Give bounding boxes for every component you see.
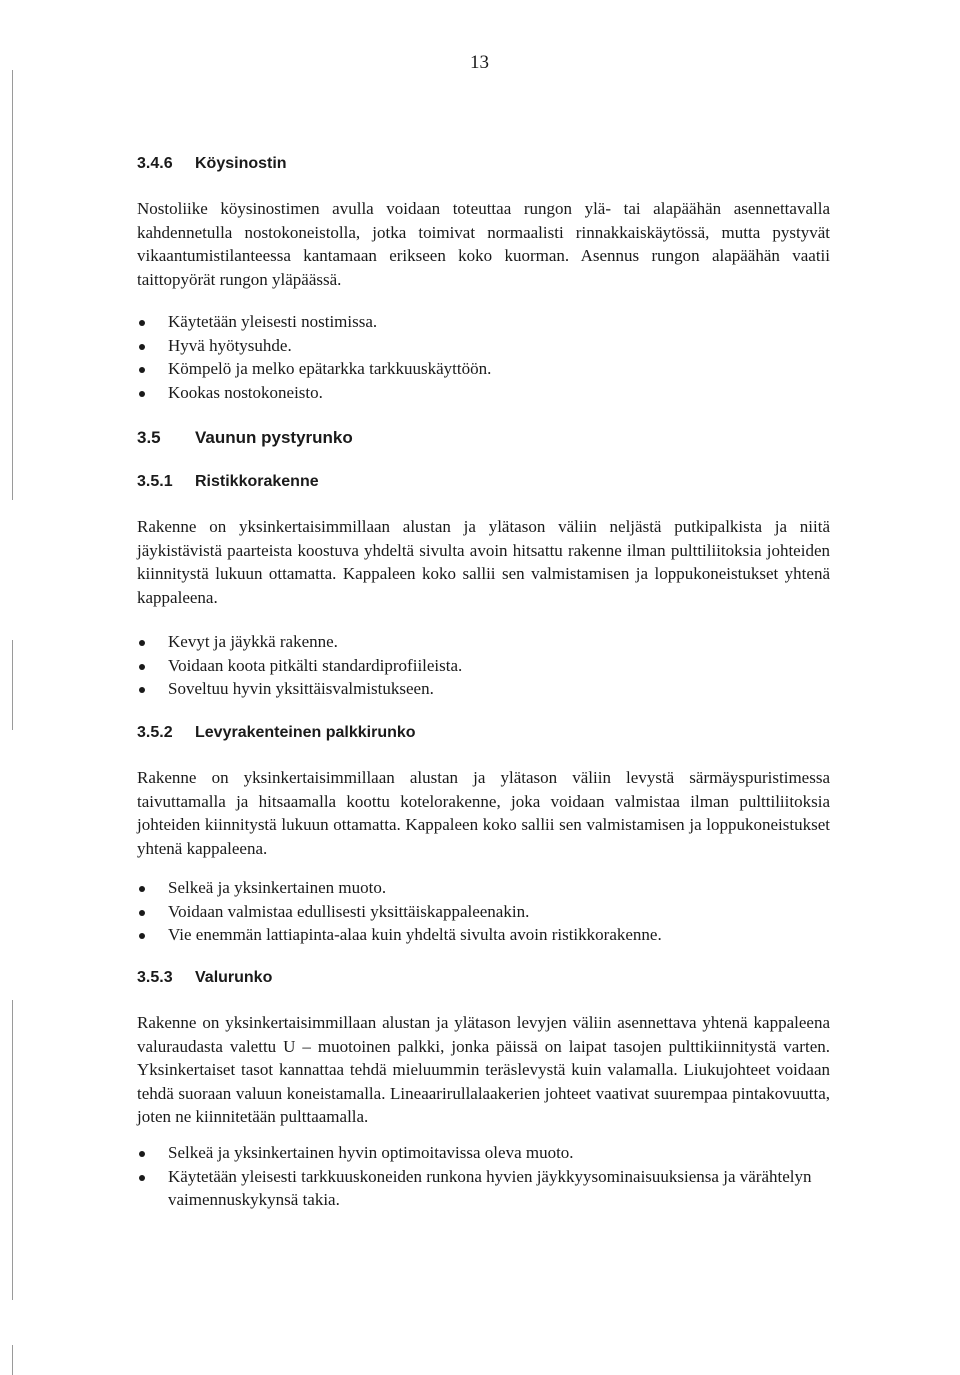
paragraph-3-5-2: Rakenne on yksinkertaisimmillaan alustan ja ylätason väliin levystä särmäyspuristimessa taivuttamalla ja hitsaamalla koottu kotelorakenne, joka voidaan valmistaa ilman pulttiliitoksia johteiden kiinnitystä lukuun ottamatta. Kappaleen koko sallii sen valmistamisen ja loppukoneistukset yhtenä kappaleena. [137,768,830,858]
section-title: Ristikkorakenne [195,473,319,490]
list-item: Käytetään yleisesti nostimissa. [137,310,491,334]
section-number: 3.5 [137,428,161,447]
paragraph-3-5-3: Rakenne on yksinkertaisimmillaan alustan ja ylätason levyjen väliin asennettava yhtenä kappaleena valuraudasta valettu U – muotoinen palkki, jonka päissä on laipat tasojen pulttikiinnitystä varten. Yksinkertaiset tasot kannattaa tehdä mieluummin teräslevystä kuin valamalla. Liukujohteet voidaan tehdä suoraan valuun koneistamalla. Lineaarirullalaakerien johteet vaativat suurempaa pintakovuutta, joten ne kiinnitetään pulttaamalla. [137,1013,830,1126]
paragraph-3-5-1: Rakenne on yksinkertaisimmillaan alustan ja ylätason väliin neljästä putkipalkista ja niitä jäykistävistä paarteista koostuva yhdeltä sivulta avoin hitsattu rakenne ilman pulttiliitoksia johteiden kiinnitystä lukuun ottamatta. Kappaleen koko sallii sen valmistamisen ja loppukoneistukset yhtenä kappaleena. [137,517,830,607]
bullet-list-3-5-2 [137,876,662,947]
list-item: Käytetään yleisesti tarkkuuskoneiden runkona hyvien jäykkyysominaisuuksiensa ja värähtelyn vaimennuskykynsä takia. [137,1165,830,1212]
section-number: 3.4.6 [137,155,173,172]
bullet-icon [139,640,145,646]
bullet-icon [139,320,145,326]
scan-edge-line [12,640,13,730]
list-item: Selkeä ja yksinkertainen hyvin optimoitavissa oleva muoto. [137,1141,830,1165]
section-title: Levyrakenteinen palkkirunko [195,724,416,741]
list-item: Kömpelö ja melko epätarkka tarkkuuskäyttöön. [137,357,491,381]
bullet-icon [139,664,145,670]
section-title: Vaunun pystyrunko [195,428,353,447]
paragraph-3-4-6: Nostoliike köysinostimen avulla voidaan toteuttaa rungon ylä- tai alapäähän asennettavalla kahdennetulla nostokoneistolla, jotka toimivat normaalisti rinnakkaiskäytössä, mutta pystyvät vikaantumistilanteessa kantamaan erikseen koko kuorman. Asennus rungon alapäähän vaatii taittopyörät rungon yläpäässä. [137,199,830,289]
list-item: Selkeä ja yksinkertainen muoto. [137,876,662,900]
list-item: Voidaan valmistaa edullisesti yksittäiskappaleenakin. [137,900,662,924]
heading-3-5 [137,428,353,448]
section-number: 3.5.2 [137,724,173,741]
heading-3-5-3 [137,969,272,987]
list-item: Kevyt ja jäykkä rakenne. [137,630,462,654]
heading-3-5-2 [137,724,416,742]
bullet-icon [139,1151,145,1157]
bullet-icon [139,687,145,693]
heading-3-5-1 [137,473,319,491]
bullet-icon [139,1175,145,1181]
scan-edge-line [12,1345,13,1375]
list-item: Soveltuu hyvin yksittäisvalmistukseen. [137,677,462,701]
section-title: Köysinostin [195,155,287,172]
scan-edge-line [12,70,13,500]
heading-3-4-6 [137,155,287,173]
bullet-icon [139,910,145,916]
bullet-icon [139,391,145,397]
bullet-icon [139,933,145,939]
bullet-icon [139,344,145,350]
list-item: Hyvä hyötysuhde. [137,334,491,358]
bullet-list-3-5-3 [137,1141,830,1212]
list-item: Vie enemmän lattiapinta-alaa kuin yhdeltä sivulta avoin ristikkorakenne. [137,923,662,947]
bullet-icon [139,367,145,373]
section-title: Valurunko [195,969,273,986]
bullet-list-3-4-6 [137,310,491,404]
page-number: 13 [470,52,489,73]
bullet-list-3-5-1 [137,630,462,701]
section-number: 3.5.1 [137,473,173,490]
list-item: Kookas nostokoneisto. [137,381,491,405]
list-item: Voidaan koota pitkälti standardiprofiileista. [137,654,462,678]
section-number: 3.5.3 [137,969,173,986]
scan-edge-line [12,1000,13,1300]
bullet-icon [139,886,145,892]
